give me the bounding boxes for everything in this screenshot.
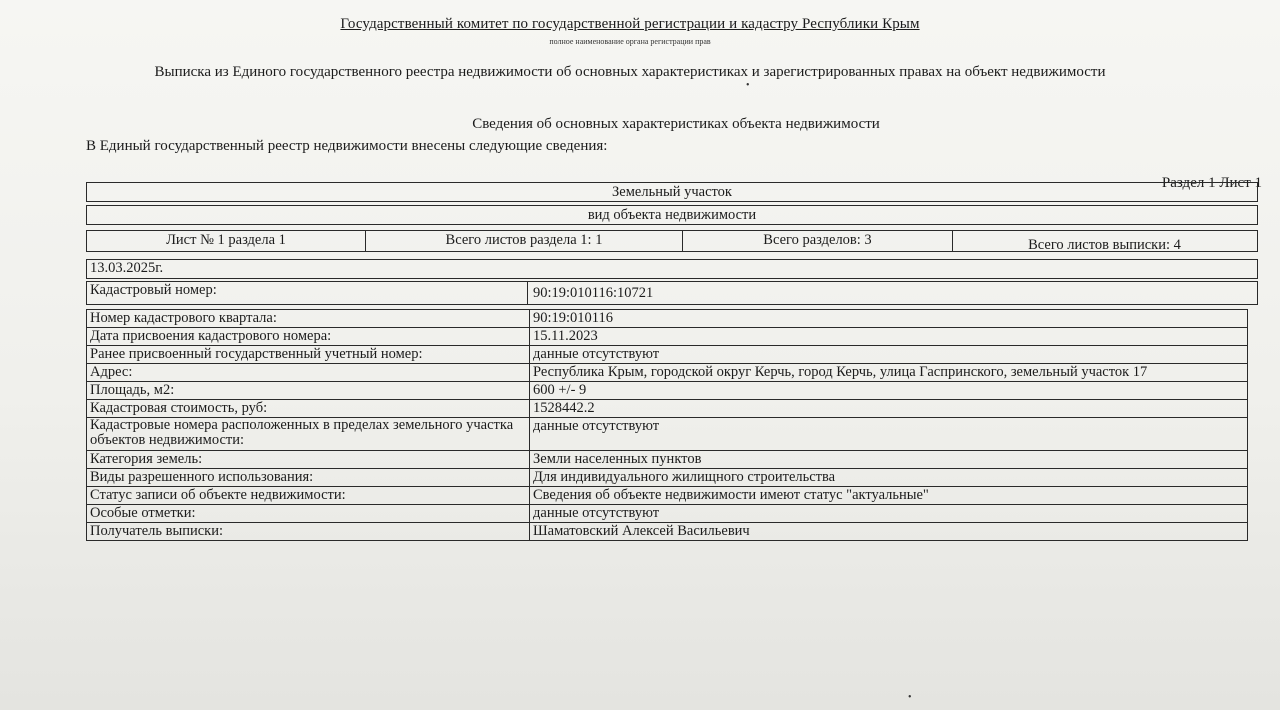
table-row: [87, 418, 1248, 451]
table-row: [87, 523, 1248, 541]
cadastral-number-box: [86, 281, 1258, 305]
sections-total-cell: Всего разделов: 3: [683, 231, 953, 251]
table-row: [87, 310, 1248, 328]
organization-name: Государственный комитет по государственной регистрации и кадастру Республики Крым: [340, 16, 920, 32]
section-title: Сведения об основных характеристиках объекта недвижимости: [472, 116, 880, 132]
table-row: [87, 451, 1248, 469]
row-value: Для индивидуального жилищного строительства: [530, 469, 1248, 487]
organization-caption: полное наименование органа регистрации прав: [549, 37, 711, 46]
print-mark: •: [746, 80, 750, 91]
row-value: Сведения об объекте недвижимости имеют статус "актуальные": [530, 487, 1248, 505]
table-row: [87, 469, 1248, 487]
cadastral-number-label: Кадастровый номер:: [90, 282, 217, 298]
row-value: 90:19:010116: [530, 310, 1248, 328]
sheet-info-row: [86, 230, 1258, 252]
row-label: Ранее присвоенный государственный учетный номер:: [87, 346, 530, 364]
date-box: [86, 259, 1258, 279]
extract-title: Выписка из Единого государственного реестра недвижимости об основных характеристиках и зарегистрированных правах на объект недвижимости: [154, 64, 1106, 80]
object-type-box: [86, 182, 1258, 202]
row-value: 600 +/- 9: [530, 382, 1248, 400]
table-row: [87, 382, 1248, 400]
row-label: Дата присвоения кадастрового номера:: [87, 328, 530, 346]
section-sheets-total-cell: Всего листов раздела 1: 1: [366, 231, 683, 251]
properties-table: [86, 309, 1248, 541]
extract-date: 13.03.2025г.: [90, 260, 164, 276]
sheet-number-cell: Лист № 1 раздела 1: [87, 231, 366, 251]
row-label: Номер кадастрового квартала:: [87, 310, 530, 328]
object-kind-caption: вид объекта недвижимости: [587, 207, 757, 223]
print-mark: •: [908, 692, 912, 703]
row-label: Адрес:: [87, 364, 530, 382]
row-value: Республика Крым, городской округ Керчь, город Керчь, улица Гаспринского, земельный участок 17: [530, 364, 1248, 382]
row-value: данные отсутствуют: [530, 346, 1248, 364]
table-row: [87, 487, 1248, 505]
row-label: Статус записи об объекте недвижимости:: [87, 487, 530, 505]
object-type-value: Земельный участок: [612, 184, 732, 200]
row-value: Земли населенных пунктов: [530, 451, 1248, 469]
row-label: Кадастровая стоимость, руб:: [87, 400, 530, 418]
table-row: [87, 400, 1248, 418]
table-row: [87, 328, 1248, 346]
row-value: 15.11.2023: [530, 328, 1248, 346]
row-label: Категория земель:: [87, 451, 530, 469]
row-label: Особые отметки:: [87, 505, 530, 523]
cadastral-number-divider: [527, 282, 528, 304]
row-label: Получатель выписки:: [87, 523, 530, 541]
row-label: Кадастровые номера расположенных в пределах земельного участка объектов недвижимости:: [87, 418, 530, 451]
table-row: [87, 346, 1248, 364]
section-sheet-label: Раздел 1 Лист 1: [1161, 175, 1262, 191]
intro-text: В Единый государственный реестр недвижимости внесены следующие сведения:: [86, 138, 608, 154]
table-row: [87, 505, 1248, 523]
row-value: 1528442.2: [530, 400, 1248, 418]
row-label: Виды разрешенного использования:: [87, 469, 530, 487]
cadastral-number-value: 90:19:010116:10721: [533, 285, 654, 301]
object-kind-box: [86, 205, 1258, 225]
row-value: данные отсутствуют: [530, 418, 1248, 451]
row-value: Шаматовский Алексей Васильевич: [530, 523, 1248, 541]
row-value: данные отсутствуют: [530, 505, 1248, 523]
extract-sheets-total-cell: Всего листов выписки: 4: [1028, 237, 1181, 253]
row-label: Площадь, м2:: [87, 382, 530, 400]
table-row: [87, 364, 1248, 382]
